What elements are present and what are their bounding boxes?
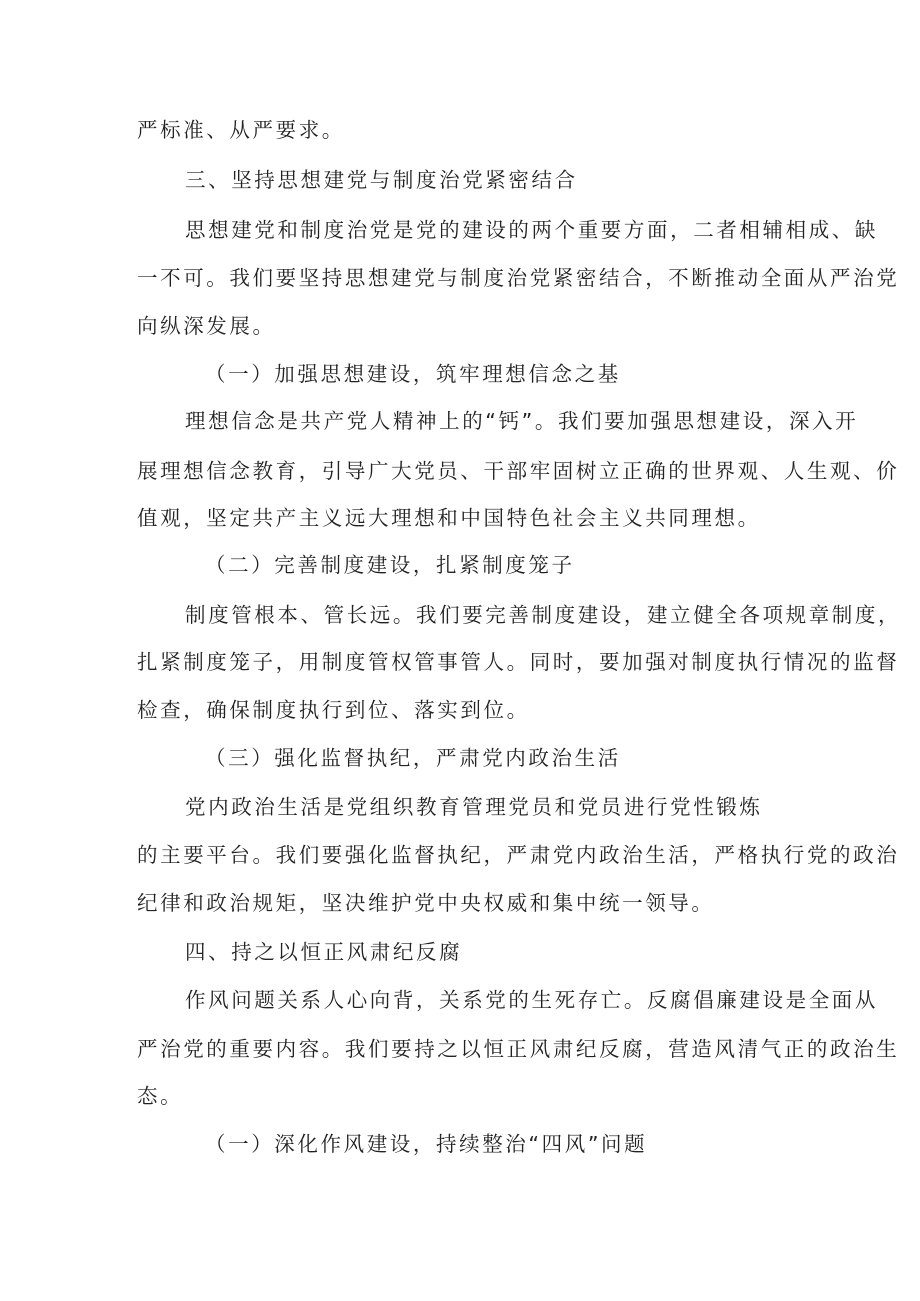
paragraph-line: 理想信念是共产党人精神上的“钙”。我们要加强思想建设，深入开 [185, 409, 859, 433]
section-heading-3: 三、坚持思想建党与制度治党紧密结合 [185, 168, 578, 192]
paragraph-line: 值观，坚定共产主义远大理想和中国特色社会主义共同理想。 [137, 506, 761, 530]
paragraph-line: 思想建党和制度治党是党的建设的两个重要方面，二者相辅相成、缺 [185, 218, 878, 242]
paragraph-line: 一不可。我们要坚持思想建党与制度治党紧密结合，不断推动全面从严治党 [137, 266, 900, 290]
paragraph-line: 检查，确保制度执行到位、落实到位。 [137, 698, 530, 722]
paragraph-line: 的主要平台。我们要强化监督执纪，严肃党内政治生活，严格执行党的政治 [137, 843, 900, 867]
paragraph-line: 纪律和政治规矩，坚决维护党中央权威和集中统一领导。 [137, 891, 715, 915]
paragraph-line: 扎紧制度笼子，用制度管权管事管人。同时，要加强对制度执行情况的监督 [137, 650, 900, 674]
paragraph-line: 展理想信念教育，引导广大党员、干部牢固树立正确的世界观、人生观、价 [137, 459, 900, 483]
paragraph-line: 制度管根本、管长远。我们要完善制度建设，建立健全各项规章制度， [185, 603, 902, 627]
paragraph-line: 态。 [137, 1084, 184, 1108]
paragraph-line: 党内政治生活是党组织教育管理党员和党员进行党性锻炼 [185, 795, 763, 819]
subsection-heading-3-1: （一）加强思想建设，筑牢理想信念之基 [205, 362, 621, 386]
paragraph-line: 作风问题关系人心向背，关系党的生死存亡。反腐倡廉建设是全面从 [185, 988, 878, 1012]
paragraph-line: 严标准、从严要求。 [137, 118, 345, 142]
subsection-heading-3-2: （二）完善制度建设，扎紧制度笼子 [205, 553, 575, 577]
subsection-heading-3-3: （三）强化监督执纪，严肃党内政治生活 [205, 746, 621, 770]
paragraph-line: 向纵深发展。 [137, 314, 276, 338]
section-heading-4: 四、持之以恒正风肃纪反腐 [185, 940, 463, 964]
paragraph-line: 严治党的重要内容。我们要持之以恒正风肃纪反腐，营造风清气正的政治生 [137, 1037, 900, 1061]
subsection-heading-4-1: （一）深化作风建设，持续整治“四风”问题 [205, 1132, 648, 1156]
